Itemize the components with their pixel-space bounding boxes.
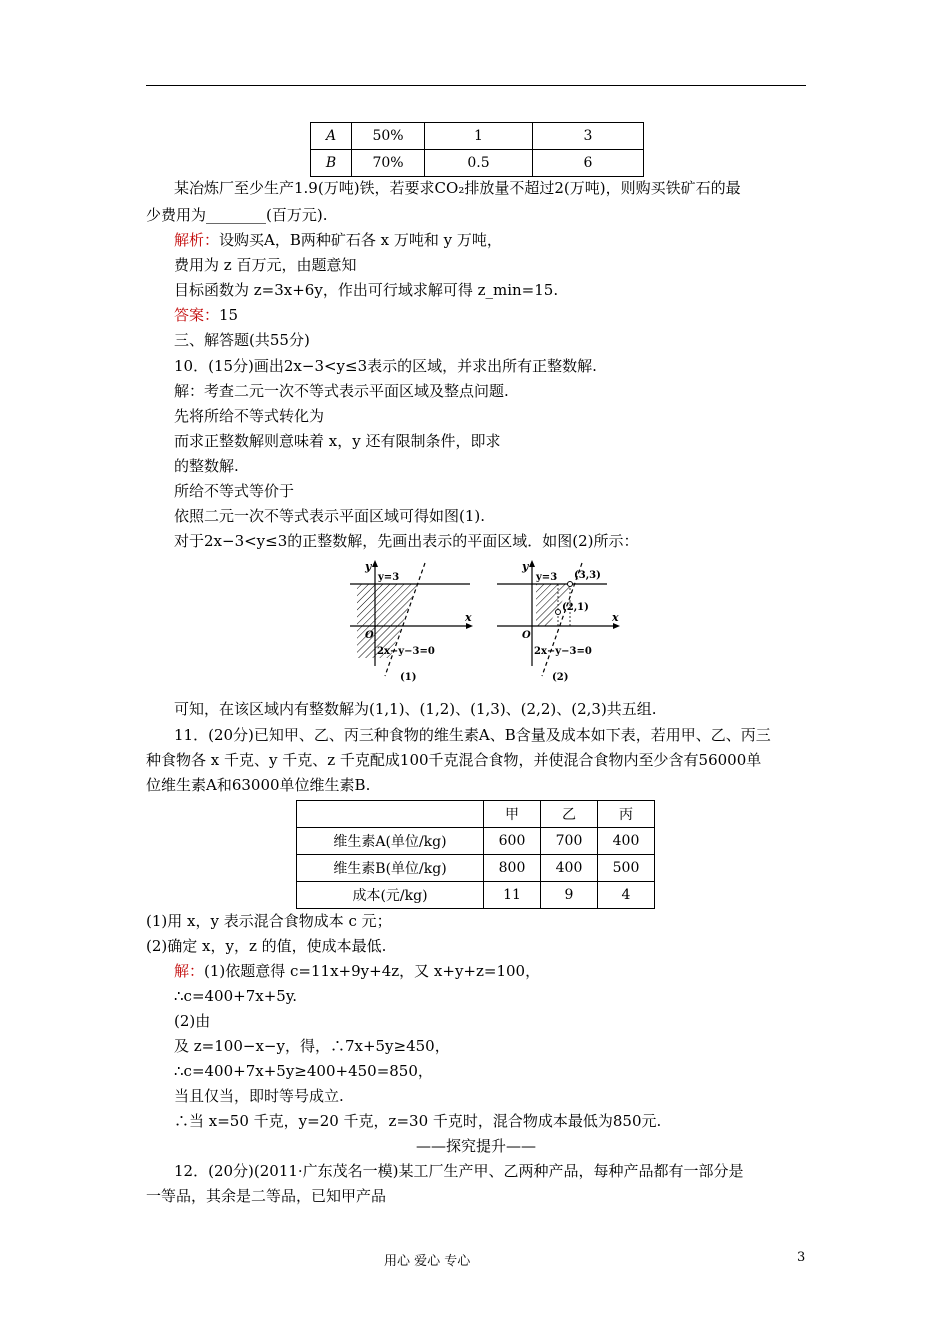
figure-1 [345, 558, 475, 683]
table-cell: B [311, 150, 352, 177]
table-row [297, 882, 655, 909]
table-row [297, 828, 655, 855]
figure-2 [492, 558, 622, 683]
answer-text: 15 [219, 306, 239, 324]
text-line: 11．(20分)已知甲、乙、丙三种食物的维生素A、B含量及成本如下表，若用甲、乙、丙三 [174, 726, 771, 744]
table-cell: 维生素B(单位/kg) [297, 855, 484, 882]
table-cell: 6 [533, 150, 644, 177]
text-line: 对于2x−3<y≤3的正整数解，先画出表示的平面区域．如图(2)所示： [174, 532, 639, 550]
equation-label: 2x−y−3=0 [377, 646, 435, 657]
section-divider: ——探究提升—— [415, 1137, 536, 1155]
text-line: ∴当 x=50 千克，y=20 千克，z=30 千克时，混合物成本最低为850元. [174, 1112, 662, 1130]
text-line: 可知，在该区域内有整数解为(1,1)、(1,2)、(1,3)、(2,2)、(2,3)共五组. [174, 700, 657, 718]
table-cell: 11 [484, 882, 541, 909]
text-line: 所给不等式等价于 [174, 482, 295, 500]
text-line: 某冶炼厂至少生产1.9(万吨)铁，若要求CO₂排放量不超过2(万吨)，则购买铁矿石的最 [174, 179, 741, 197]
table-row [297, 855, 655, 882]
solution-label: 解： [174, 962, 205, 980]
y3-label: y=3 [536, 572, 558, 583]
text-line: 12．(20分)(2011·广东茂名一模)某工厂生产甲、乙两种产品，每种产品都有一部分是 [174, 1162, 744, 1180]
text-line: 的整数解. [174, 457, 239, 475]
text-line: ∴c=400+7x+5y. [174, 987, 298, 1005]
text-line [174, 961, 540, 981]
page-number: 3 [797, 1250, 806, 1265]
y-label: y [522, 560, 529, 573]
table-cell: 成本(元/kg) [297, 882, 484, 909]
x-label: x [612, 611, 619, 624]
table-cell: 400 [541, 855, 598, 882]
table-cell: 丙 [598, 801, 655, 828]
header-rule [146, 85, 806, 86]
table-header-row [297, 801, 655, 828]
point-3-3 [568, 582, 573, 587]
footer-text: 用心 爱心 专心 [384, 1254, 471, 1269]
table-cell: 0.5 [425, 150, 533, 177]
point-label-3-3: (3,3) [574, 570, 601, 581]
text-line: 目标函数为 z=3x+6y，作出可行域求解可得 z_min=15. [174, 281, 559, 299]
table-cell: 70% [352, 150, 425, 177]
table-cell: 700 [541, 828, 598, 855]
analysis-label: 解析： [174, 231, 220, 249]
text-line: (2)确定 x，y，z 的值，使成本最低. [146, 937, 387, 955]
text-line [174, 305, 238, 325]
y-label: y [365, 560, 372, 573]
x-label: x [465, 611, 472, 624]
table-cell: 500 [598, 855, 655, 882]
text-line: 及 z=100−x−y，得，∴7x+5y≥450， [174, 1037, 450, 1055]
text-line: 当且仅当，即时等号成立. [174, 1087, 344, 1105]
table-cell: 600 [484, 828, 541, 855]
origin-label: O [522, 630, 531, 641]
text-line: 而求正整数解则意味着 x，y 还有限制条件，即求 [174, 432, 501, 450]
caption-2: (2) [552, 672, 569, 683]
section-heading: 三、解答题(共55分) [174, 331, 310, 349]
text-line: 10．(15分)画出2x−3<y≤3表示的区域，并求出所有正整数解. [174, 357, 597, 375]
table-cell: 维生素A(单位/kg) [297, 828, 484, 855]
vitamin-table [296, 800, 655, 909]
text-line: 依照二元一次不等式表示平面区域可得如图(1). [174, 507, 486, 525]
table-row [311, 150, 644, 177]
table-cell: A [311, 123, 352, 150]
point-2-1 [556, 610, 561, 615]
text-line: 少费用为________(百万元). [146, 206, 328, 224]
text-line: 解：考查二元一次不等式表示平面区域及整点问题. [174, 382, 509, 400]
table-cell: 乙 [541, 801, 598, 828]
text-line: (1)用 x，y 表示混合食物成本 c 元； [146, 912, 392, 930]
table-cell [297, 801, 484, 828]
origin-label: O [365, 630, 374, 641]
caption-1: (1) [400, 672, 417, 683]
table-cell: 50% [352, 123, 425, 150]
answer-label: 答案： [174, 306, 220, 324]
table-cell: 3 [533, 123, 644, 150]
point-label-2-1: (2,1) [562, 602, 589, 613]
text-line: (2)由 [174, 1012, 211, 1030]
table-cell: 1 [425, 123, 533, 150]
text-line: 一等品，其余是二等品，已知甲产品 [146, 1187, 387, 1205]
analysis-text: 设购买A，B两种矿石各 x 万吨和 y 万吨， [219, 231, 502, 249]
table-row [311, 123, 644, 150]
equation-label: 2x−y−3=0 [534, 646, 592, 657]
table-cell: 4 [598, 882, 655, 909]
table-cell: 甲 [484, 801, 541, 828]
ore-table [310, 122, 644, 177]
table-cell: 400 [598, 828, 655, 855]
solution-text: (1)依题意得 c=11x+9y+4z，又 x+y+z=100， [204, 962, 541, 980]
text-line: ∴c=400+7x+5y≥400+450=850， [174, 1062, 433, 1080]
text-line: 费用为 z 百万元，由题意知 [174, 256, 357, 274]
table-cell: 800 [484, 855, 541, 882]
text-line: 种食物各 x 千克、y 千克、z 千克配成100千克混合食物，并使混合食物内至少含有56000单 [146, 751, 762, 769]
y3-label: y=3 [378, 572, 400, 583]
table-cell: 9 [541, 882, 598, 909]
text-line [174, 230, 502, 250]
text-line: 位维生素A和63000单位维生素B. [146, 776, 371, 794]
text-line: 先将所给不等式转化为 [174, 407, 325, 425]
